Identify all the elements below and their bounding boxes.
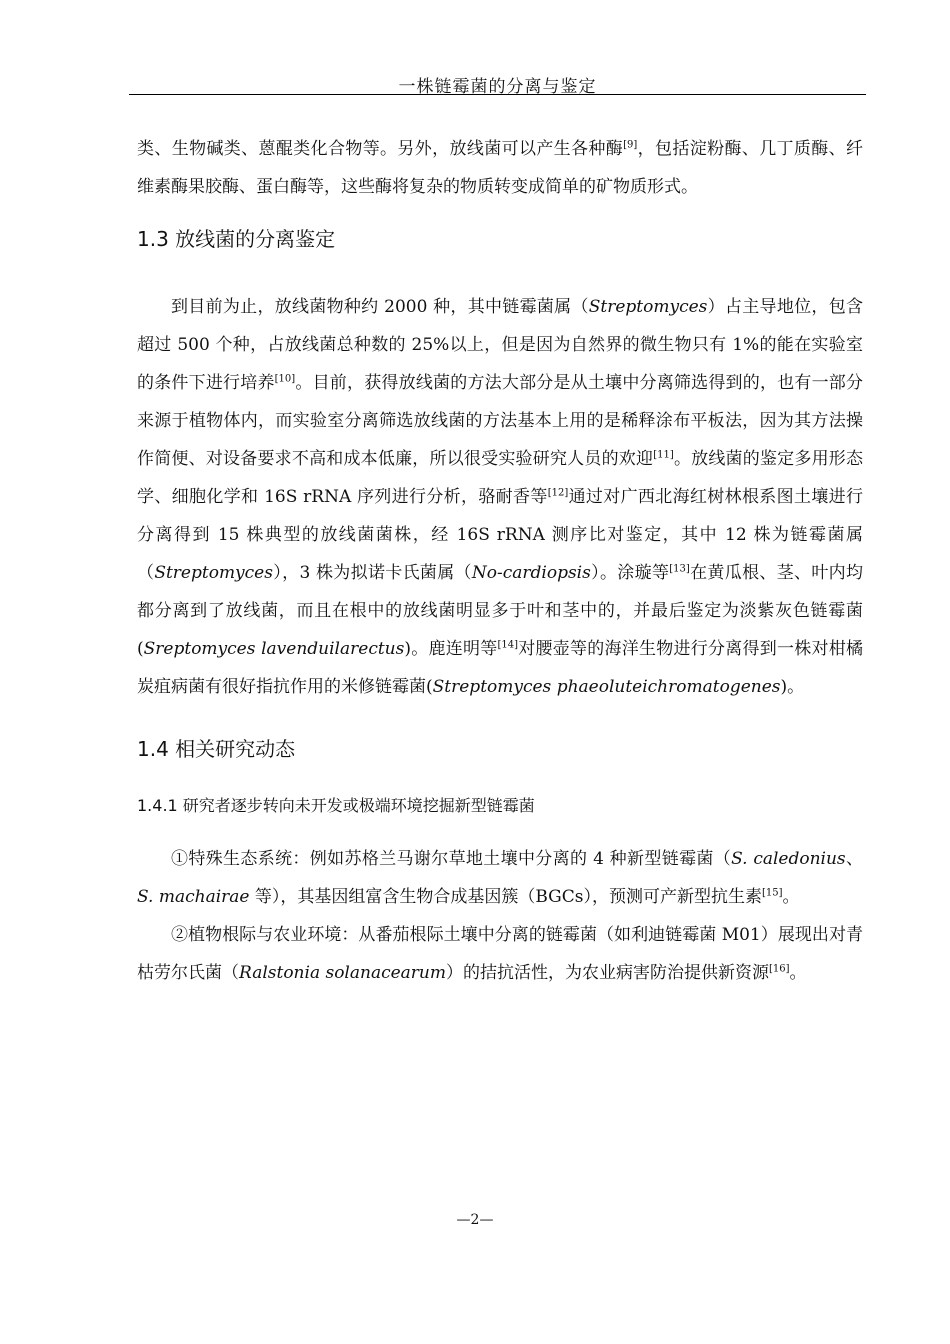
text: 在黄瓜根、茎、叶内均都分离到了放线菌，而且在根中的放线菌明显多于叶和茎中的，并最后鉴定为淡紫灰色链霉菌( [137, 563, 863, 659]
text: ②植物根际与农业环境：从番茄根际土壤中分离的链霉菌（如利迪链霉菌 M01）展现出对青枯劳尔氏菌（ [137, 925, 863, 983]
species-name: Ralstonia solanacearum [239, 963, 447, 983]
citation: [12] [547, 487, 569, 499]
species-name: No-cardiopsis [471, 563, 591, 583]
text: ）的拮抗活性，为农业病害防治提供新资源 [446, 963, 770, 983]
citation: [16] [769, 963, 790, 975]
citation: [9] [623, 139, 638, 151]
text: ）。涂璇等 [590, 563, 670, 583]
text: )。鹿连明等 [404, 639, 498, 659]
text: 。 [789, 963, 807, 983]
paragraph-special-ecosystems [137, 840, 863, 916]
text: 到目前为止，放线菌物种约 2000 种，其中链霉菌属（ [171, 297, 589, 317]
text: ）占主导地位，包含超过 500 个种，占放线菌总种数的 25%以上，但是因为自然界的微生物只有 1%的能在实验室的条件下进行培养 [137, 297, 863, 393]
subsection-heading-1-4-1: 1.4.1 研究者逐步转向未开发或极端环境挖掘新型链霉菌 [137, 796, 535, 815]
running-header: 一株链霉菌的分离与鉴定 [398, 77, 597, 97]
text: 、 [845, 849, 864, 869]
text: 类、生物碱类、蒽醌类化合物等。另外，放线菌可以产生各种酶 [137, 139, 624, 159]
section-heading-1-4: 1.4 相关研究动态 [137, 737, 296, 761]
citation: [11] [653, 449, 674, 461]
text: 。目前，获得放线菌的方法大部分是从土壤中分离筛选得到的，也有一部分来源于植物体内，而实验室分离筛选放线菌的方法基本上用的是稀释涂布平板法，因为其方法操作简便、对设备要求不高和成本低廉，所以很受实验研究人员的欢迎 [137, 373, 864, 469]
text: 等），其基因组富含生物合成基因簇（BGCs），预测可产新型抗生素 [249, 887, 762, 907]
text: 。 [782, 887, 800, 907]
page-number: —2— [456, 1212, 494, 1228]
citation: [10] [274, 373, 296, 385]
citation: [15] [762, 887, 783, 899]
species-name: Streptomyces phaeoluteichromatogenes [432, 677, 781, 697]
species-name: Streptomyces [588, 297, 708, 317]
page-body [137, 130, 863, 992]
text: ），3 株为拟诺卡氏菌属（ [272, 563, 472, 583]
section-heading-1-3: 1.3 放线菌的分离鉴定 [137, 227, 336, 251]
text: ，包括淀粉酶、几丁质酶、纤维素酶果胶酶、蛋白酶等，这些酶将复杂的物质转变成简单的矿物质形式。 [137, 139, 863, 197]
text: ①特殊生态系统：例如苏格兰马谢尔草地土壤中分离的 4 种新型链霉菌（ [171, 849, 732, 869]
text: 。放线菌的鉴定多用形态学、细胞化学和 16S rRNA 序列进行分析，骆耐香等 [137, 449, 864, 507]
text: )。 [780, 677, 805, 697]
text: 对腰壶等的海洋生物进行分离得到一株对柑橘炭疽病菌有很好指抗作用的米修链霉菌( [137, 639, 863, 697]
citation: [14] [497, 639, 519, 651]
species-name: S. caledonius [731, 849, 846, 869]
paragraph-rhizosphere [137, 916, 863, 992]
paragraph-enzymes [137, 130, 863, 206]
species-name: Sreptomyces lavenduilarectus [143, 639, 405, 659]
citation: [13] [669, 563, 690, 575]
header-rule [129, 94, 866, 95]
paragraph-isolation [137, 288, 863, 706]
species-name: S. machairae [137, 887, 250, 907]
text: 通过对广西北海红树林根系图土壤进行分离得到 15 株典型的放线菌菌株，经 16S rRNA 测序比对鉴定，其中 12 株为链霉菌属（ [137, 487, 864, 583]
species-name: Streptomyces [154, 563, 273, 583]
